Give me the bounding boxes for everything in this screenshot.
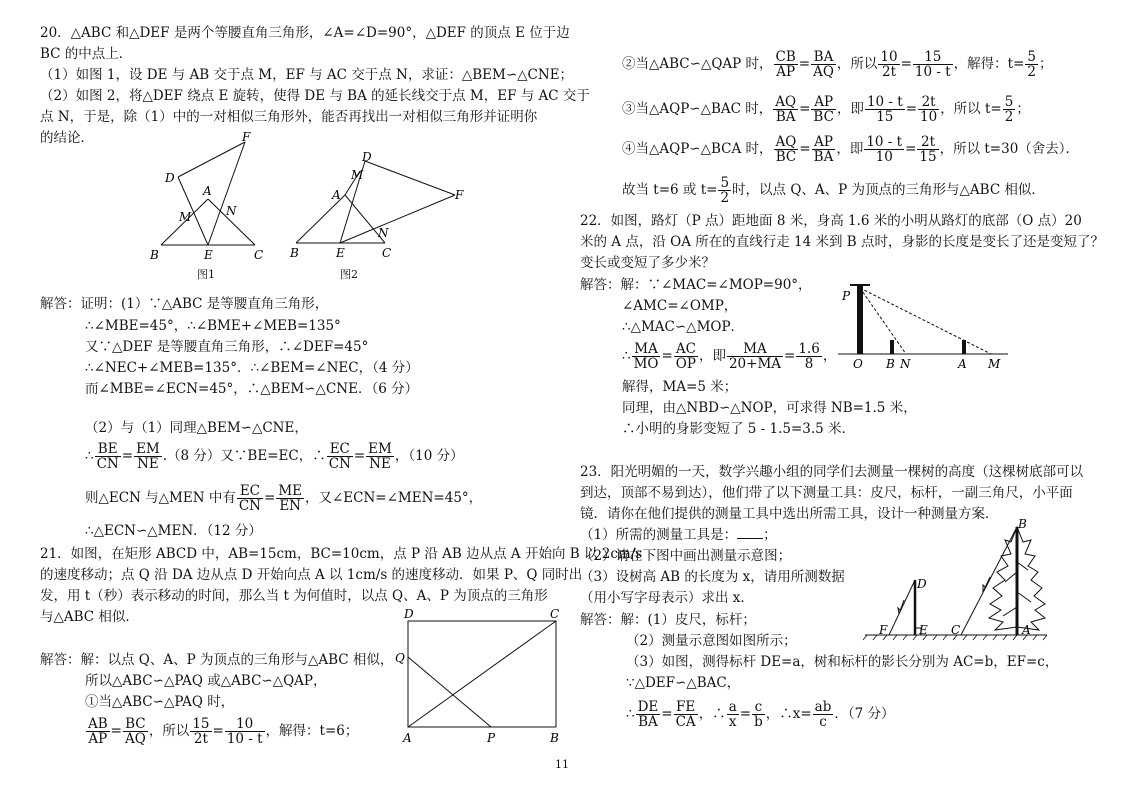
q21-case4: ④当△AQP∽△BCA 时， $\frac{AQ}{BC}$ = $\frac{AP}{BA}$ ，即 $\frac{10 - t}{10}$ = $\frac{2t}{15}$ ，所以 t=30（舍去）． — [622, 134, 1080, 165]
q20-line5: 点 N，于是，除（1）中的一对相似三角形外，能否再找出一对相似三角形并证明你 — [40, 109, 538, 125]
fig2-label-M: M — [351, 168, 364, 182]
q23-line7: （用小写字母表示）求出 x． — [580, 590, 754, 606]
q22-line3: 变长或变短了多少米？ — [580, 255, 715, 271]
q20-sol9: ∴△ECN∽△MEN．（12 分） — [85, 523, 262, 539]
fig1-label-E: E — [204, 248, 213, 262]
lamp-label-N: N — [900, 357, 911, 371]
page-number: 11 — [555, 758, 569, 771]
fig1-label-M: M — [179, 210, 192, 224]
q20-line3: （1）如图 1，设 DE 与 AB 交于点 M，EF 与 AC 交于点 N，求证：△BEM∽△CNE； — [40, 67, 574, 83]
q22-line1: 22．如图，路灯（P 点）距地面 8 米，身高 1.6 米的小明从路灯的底部（O 点）20 — [580, 213, 1082, 229]
rect-label-D: D — [404, 607, 414, 621]
q23-line2: 到达，顶部不易到达），他们带了以下测量工具：皮尺，标杆，一副三角尺，小平面 — [580, 485, 1073, 501]
q22-sol1: 解答：解：∵∠MAC=∠MOP=90°， — [580, 277, 812, 293]
fig1-label-F: F — [242, 130, 251, 144]
fig1-caption: 图1 — [197, 268, 215, 281]
lamp-label-O: O — [853, 357, 863, 371]
figure-tree — [865, 517, 1050, 647]
q21-line4: 与△ABC 相似． — [40, 609, 139, 625]
q21-line1: 21．如图，在矩形 ABCD 中，AB=15cm，BC=10cm，点 P 沿 AB 边从点 A 开始向 B 以 2cm/s — [40, 546, 643, 562]
rect-label-C: C — [550, 607, 560, 621]
q21-sol1: 解答：解：以点 Q、A、P 为顶点的三角形与△ABC 相似， — [40, 652, 394, 668]
q22-sol3: ∴△MAC∽△MOP． — [622, 319, 745, 335]
fig1-label-D: D — [165, 171, 175, 185]
q23-sol1: 解答：解：(1）皮尺，标杆； — [580, 612, 756, 628]
q23-line6: （3）设树高 AB 的长度为 x，请用所测数据 — [580, 569, 845, 585]
q20-sol3: 又∵△DEF 是等腰直角三角形，∴∠DEF=45° — [85, 339, 369, 355]
q20-sol1: 解答：证明：(1）∵△ABC 是等腰直角三角形， — [40, 296, 329, 312]
figure-rectangle — [395, 607, 565, 747]
fig2-label-B: B — [290, 246, 299, 260]
q23-line3: 镜．请你在他们提供的测量工具中选出所需工具，设计一种测量方案． — [580, 506, 999, 522]
rect-label-P: P — [487, 731, 496, 745]
q21-sol4: $\frac{AB}{AP}$ = $\frac{BC}{AQ}$ ，所以 $\frac{15}{2t}$ = $\frac{10}{10 - t}$ ，解得：t=6； — [88, 716, 359, 747]
q23-line5: （2）请在下图中画出测量示意图； — [580, 548, 792, 564]
fig1-label-N: N — [226, 204, 237, 218]
q23-line1: 23．阳光明媚的一天，数学兴趣小组的同学们去测量一棵树的高度（这棵树底部可以 — [580, 464, 1084, 480]
rect-label-A: A — [403, 731, 412, 745]
q22-sol4: ∴ $\frac{MA}{MO}$ = $\frac{AC}{OP}$ ，即 $\frac{MA}{20+MA}$ = $\frac{1.6}{8}$ ， — [622, 341, 837, 372]
lamp-label-A: A — [958, 357, 967, 371]
fig1-label-B: B — [150, 248, 159, 262]
lamp-label-B: B — [886, 357, 895, 371]
tree-label-D: D — [917, 577, 927, 591]
q21-sol2: 所以△ABC∽△PAQ 或△ABC∽△QAP， — [85, 673, 327, 689]
q22-sol7: ∴小明的身影变短了 5 - 1.5=3.5 米． — [622, 421, 856, 437]
q23-line4: （1）所需的测量工具是： ； — [580, 527, 777, 543]
q20-sol5: 而∠MBE=∠ECN=45°，∴△BEM∽△CNE．（6 分） — [85, 381, 419, 397]
figure-streetlamp — [838, 278, 1013, 373]
q20-line2: BC 的中点上． — [40, 46, 133, 62]
lamp-label-P: P — [842, 289, 851, 303]
q23-sol5: ∴ $\frac{DE}{BA}$ = $\frac{FE}{CA}$ ，∴ $\frac{a}{x}$ = $\frac{c}{b}$ ，∴x= $\frac{ab}{c}$ ．（7 分） — [626, 699, 895, 730]
q23-sol3: （3）如图，测得标杆 DE=a，树和标杆的影长分别为 AC=b，EF=c， — [626, 654, 1059, 670]
lamp-label-M: M — [988, 357, 1001, 371]
figure-2 — [290, 150, 464, 265]
fig2-label-F: F — [455, 188, 464, 202]
tree-label-B: B — [1018, 517, 1027, 531]
fig1-label-C: C — [254, 248, 264, 262]
q23-sol4: ∵△DEF∽△BAC， — [626, 675, 741, 691]
q22-sol2: ∠AMC=∠OMP， — [622, 298, 738, 314]
q21-case2: ②当△ABC∽△QAP 时， $\frac{CB}{AP}$ = $\frac{BA}{AQ}$ ，所以 $\frac{10}{2t}$ = $\frac{15}{10 - t}$ ，解得：t= $\frac{5}{2}$ ； — [622, 49, 1053, 80]
tree-label-E: E — [919, 623, 928, 637]
fig2-label-C: C — [382, 246, 392, 260]
q22-line2: 米的 A 点，沿 OA 所在的直线行走 14 米到 B 点时，身影的长度是变长了还是变短了？ — [580, 234, 1104, 250]
q20-line4: （2）如图 2，将△DEF 绕点 E 旋转，使得 DE 与 BA 的延长线交于点 M，EF 与 AC 交于 — [40, 88, 590, 104]
fig2-label-A: A — [332, 188, 341, 202]
q20-line1: 20．△ABC 和△DEF 是两个等腰直角三角形，∠A=∠D=90°，△DEF 的顶点 E 位于边 — [40, 25, 570, 41]
q20-sol6: （2）与（1）同理△BEM∽△CNE， — [85, 420, 308, 436]
q21-line3: 发，用 t（秒）表示移动的时间，那么当 t 为何值时，以点 Q、A、P 为顶点的三角形 — [40, 588, 548, 604]
fig1-label-A: A — [203, 184, 212, 198]
fig2-label-D: D — [362, 150, 372, 164]
q21-conclusion: 故当 t=6 或 t= $\frac{5}{2}$ 时，以点 Q、A、P 为顶点的三角形与△ABC 相似． — [622, 175, 1045, 206]
q21-sol3: ①当△ABC∽△PAQ 时， — [85, 694, 235, 710]
fig2-label-E: E — [336, 246, 345, 260]
q20-sol2: ∴∠MBE=45°，∴∠BME+∠MEB=135° — [85, 318, 341, 334]
q21-case3: ③当△AQP∽△BAC 时， $\frac{AQ}{BA}$ = $\frac{AP}{BC}$ ，即 $\frac{10 - t}{15}$ = $\frac{2t}{10}$ ，所以 t= $\frac{5}{2}$ ； — [622, 94, 1030, 125]
fig2-caption: 图2 — [340, 268, 358, 281]
q21-line2: 的速度移动；点 Q 沿 DA 边从点 D 开始向点 A 以 1cm/s 的速度移动．如果 P、Q 同时出 — [40, 567, 583, 583]
q20-sol4: ∴∠NEC+∠MEB=135°．∴∠BEM=∠NEC，（4 分） — [85, 360, 419, 376]
q22-sol5: 解得，MA=5 米； — [622, 379, 738, 395]
rect-label-Q: Q — [395, 651, 405, 665]
tree-label-A: A — [1022, 623, 1031, 637]
q20-sol7: ∴ $\frac{BE}{CN}$ = $\frac{EM}{NE}$ .（8 分）又∵BE=EC，∴ $\frac{EC}{CN}$ = $\frac{EM}{NE}$ ，（10 分） — [85, 441, 464, 472]
q20-sol8: 则△ECN 与△MEN 中有 $\frac{EC}{CN}$ = $\frac{ME}{EN}$ ，又∠ECN=∠MEN=45°， — [85, 483, 483, 514]
q23-sol2: （2）测量示意图如图所示； — [626, 633, 797, 649]
tree-label-F: F — [879, 623, 888, 637]
q22-sol6: 同理，由△NBD∽△NOP，可求得 NB=1.5 米， — [622, 400, 917, 416]
rect-label-B: B — [550, 731, 559, 745]
figure-1 — [150, 130, 280, 265]
tree-label-C: C — [951, 623, 961, 637]
fig2-label-N: N — [378, 226, 389, 240]
q20-line6: 的结论． — [40, 130, 94, 146]
